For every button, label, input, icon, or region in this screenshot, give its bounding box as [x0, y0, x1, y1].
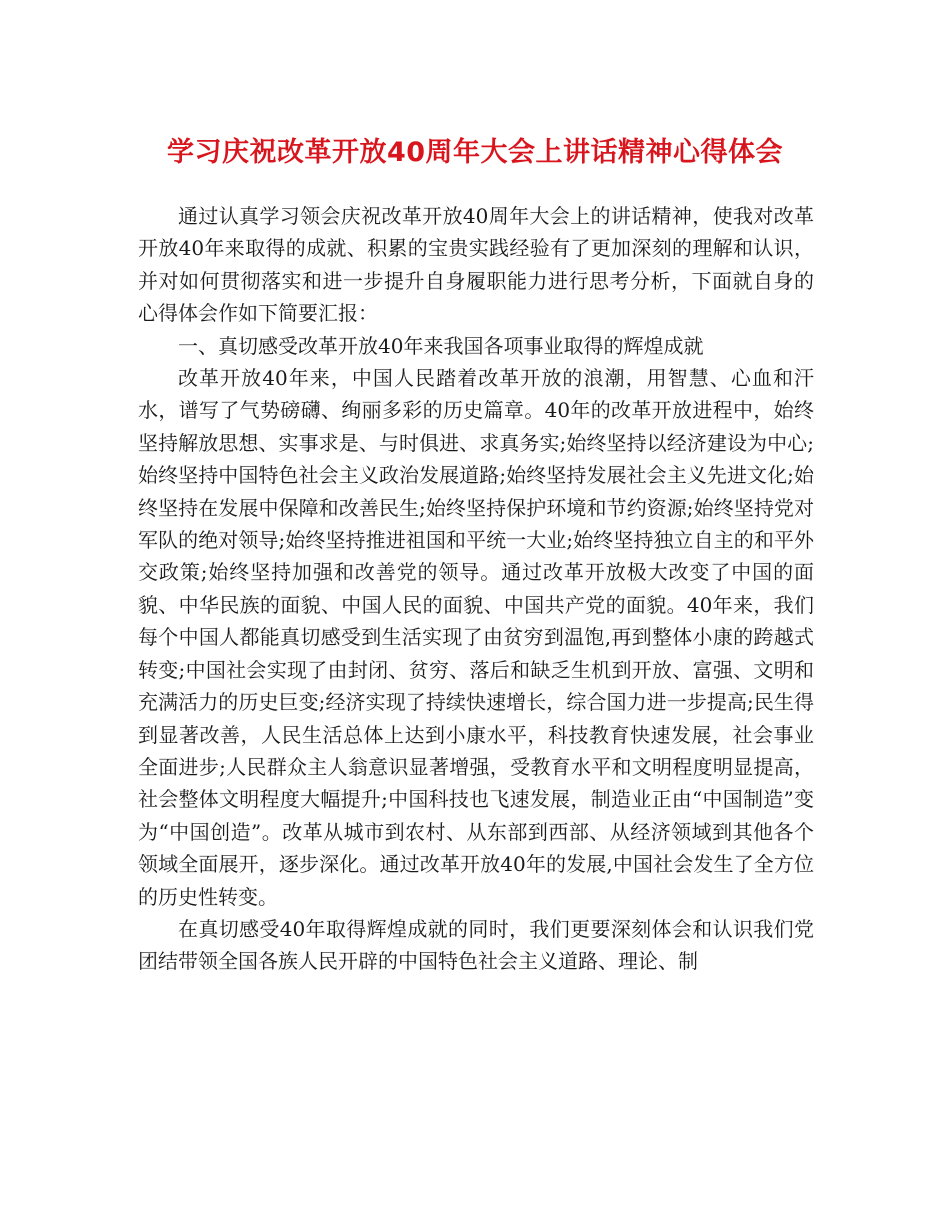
section-heading-1: 一、真切感受改革开放40年来我国各项事业取得的辉煌成就 [178, 333, 704, 358]
document-body [138, 200, 814, 978]
paragraph-intro: 通过认真学习领会庆祝改革开放40周年大会上的讲话精神，使我对改革开放40年来取得的成就、积累的宝贵实践经验有了更加深刻的理解和认识，并对如何贯彻落实和进一步提升自身履职能力进行思考分析，下面就自身的心得体会作如下简要汇报： [138, 204, 814, 326]
paragraph-achievements: 改革开放40年来，中国人民踏着改革开放的浪潮，用智慧、心血和汗水，谱写了气势磅礴、绚丽多彩的历史篇章。40年的改革开放进程中，始终坚持解放思想、实事求是、与时俱进、求真务实;始终坚持以经济建设为中心;始终坚持中国特色社会主义政治发展道路;始终坚持发展社会主义先进文化;始终坚持在发展中保障和改善民生;始终坚持保护环境和节约资源;始终坚持党对军队的绝对领导;始终坚持推进祖国和平统一大业;始终坚持独立自主的和平外交政策;始终坚持加强和改善党的领导。通过改革开放极大改变了中国的面貌、中华民族的面貌、中国人民的面貌、中国共产党的面貌。40年来，我们每个中国人都能真切感受到生活实现了由贫穷到温饱,再到整体小康的跨越式转变;中国社会实现了由封闭、贫穷、落后和缺乏生机到开放、富强、文明和充满活力的历史巨变;经济实现了持续快速增长，综合国力进一步提高;民生得到显著改善，人民生活总体上达到小康水平，科技教育快速发展，社会事业全面进步;人民群众主人翁意识显著增强，受教育水平和文明程度明显提高，社会整体文明程度大幅提升;中国科技也飞速发展，制造业正由“中国制造”变为“中国创造”。改革从城市到农村、从东部到西部、从经济领域到其他各个领域全面展开，逐步深化。通过改革开放40年的发展,中国社会发生了全方位的历史性转变。 [138, 366, 814, 909]
document-title: 学习庆祝改革开放40周年大会上讲话精神心得体会 [166, 137, 784, 168]
paragraph-reflection: 在真切感受40年取得辉煌成就的同时，我们更要深刻体会和认识我们党团结带领全国各族人民开辟的中国特色社会主义道路、理论、制 [138, 916, 814, 974]
